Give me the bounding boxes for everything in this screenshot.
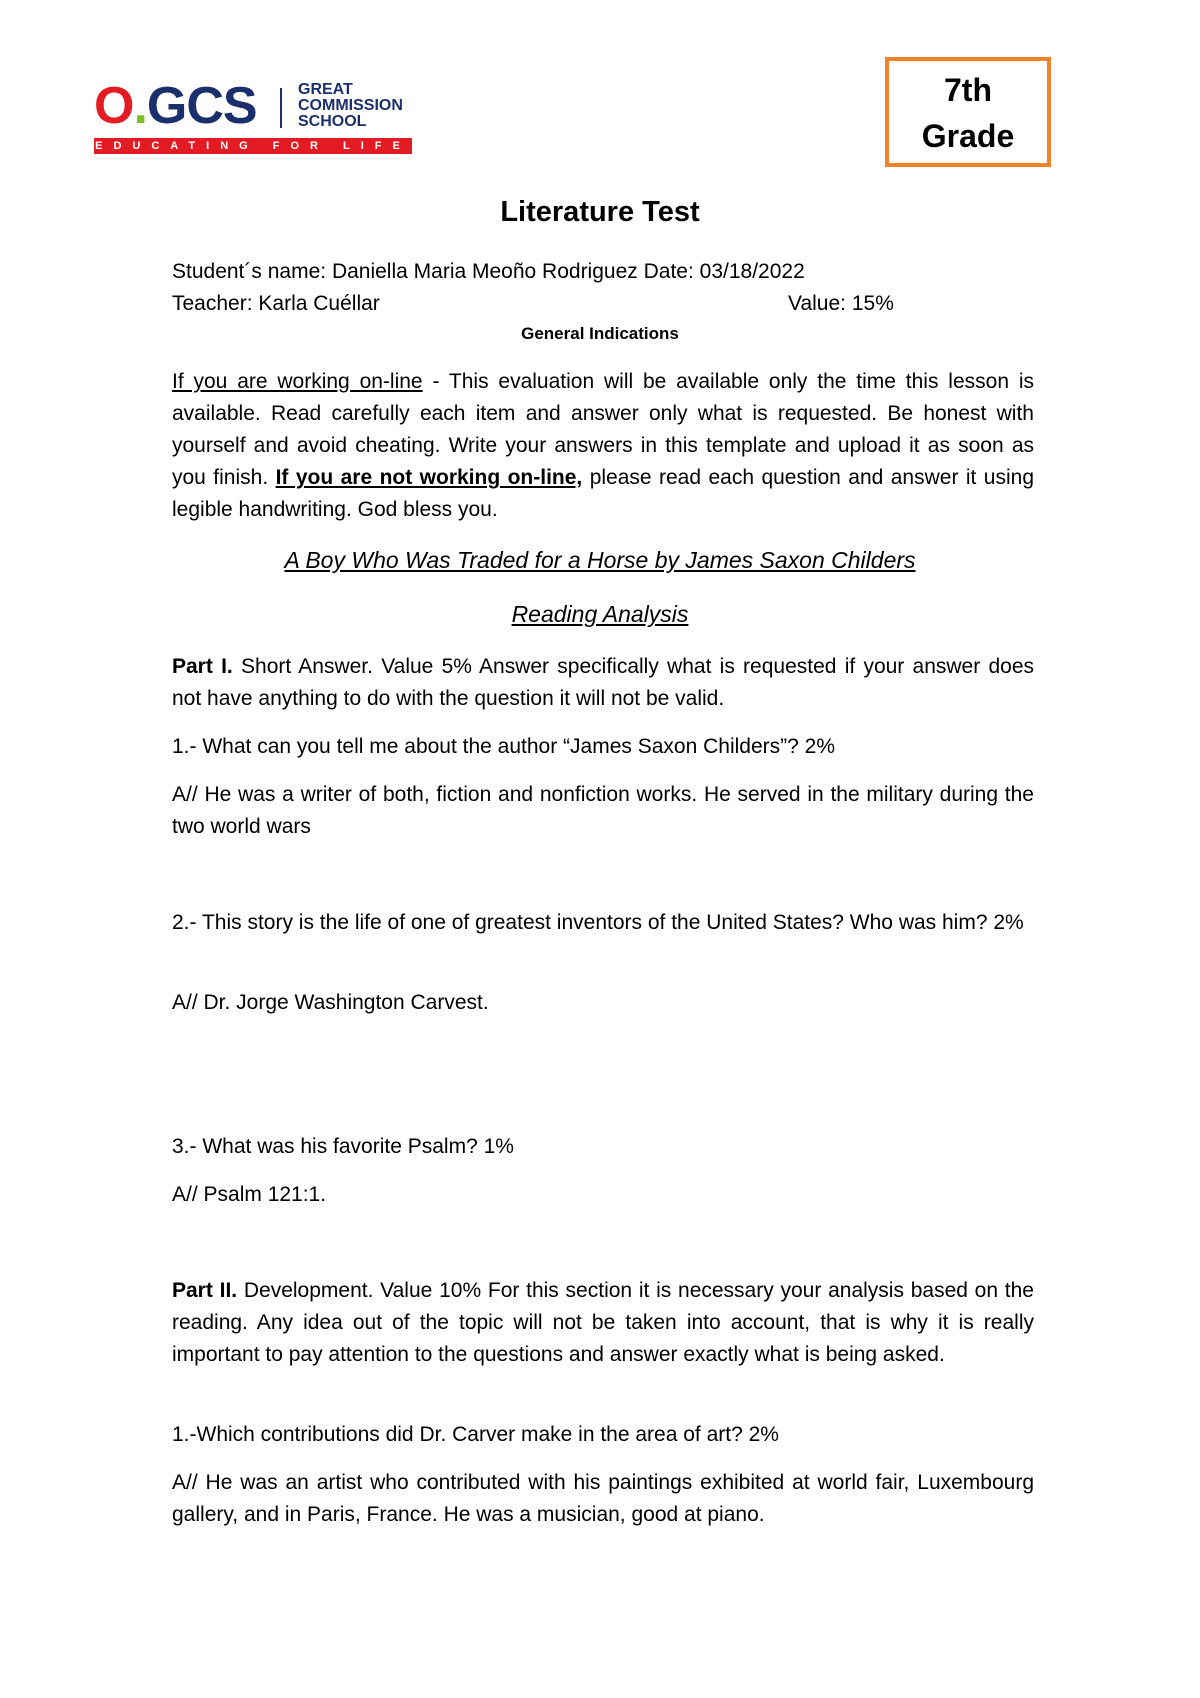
online-text: - This evaluation will be available only the time this lesson is available. Read carefully each item and answer only what is requested. Be honest with yourself and avoid cheating. Write your answers in this template and upload it as soon as you finish. — [172, 370, 1035, 489]
value-line — [788, 291, 894, 317]
offline-label: If you are not working on-line, — [275, 466, 583, 489]
logo-tagline: EDUCATING FOR LIFE — [95, 140, 411, 152]
logo-divider — [280, 88, 282, 128]
school-logo — [94, 78, 414, 156]
part1-question-3: 3.- What was his favorite Psalm? 1% — [172, 1135, 514, 1158]
grade-box — [885, 57, 1051, 167]
date-label: Date: — [643, 260, 694, 283]
part2-answer-1: A// He was an artist who contributed with his paintings exhibited at world fair, Luxembourg gallery, and in Paris, France. He was a musician, good at piano. — [172, 1471, 1034, 1526]
logo-school-name: GREAT COMMISSION SCHOOL — [298, 81, 403, 130]
student-name: Daniella Maria Meoño Rodriguez — [331, 260, 638, 283]
general-indications-heading: General Indications — [521, 324, 679, 343]
part1-label: Part I. — [172, 655, 233, 678]
part1-answer-1: A// He was a writer of both, fiction and nonfiction works. He served in the military during the two world wars — [172, 783, 1034, 838]
part2-label: Part II. — [172, 1279, 238, 1302]
teacher-name: Karla Cuéllar — [258, 292, 380, 315]
page-title: Literature Test — [500, 196, 700, 228]
part1-answer-3: A// Psalm 121:1. — [172, 1183, 327, 1206]
student-label: Student´s name: — [172, 260, 327, 283]
indications-paragraph — [172, 366, 1034, 526]
part2-instructions — [172, 1275, 1034, 1371]
logo-brand: O.GCS — [94, 77, 257, 135]
part1-instructions — [172, 651, 1034, 715]
part1-question-2: 2.- This story is the life of one of greatest inventors of the United States? Who was him? 2% — [172, 911, 1024, 934]
part1-question-1: 1.- What can you tell me about the author “James Saxon Childers”? 2% — [172, 735, 835, 758]
part2-text: Development. Value 10% For this section it is necessary your analysis based on the reading. Any idea out of the topic will not be taken into account, that is why it is really important to pay attention to the questions and answer exactly what is being asked. — [172, 1279, 1034, 1366]
student-line — [172, 259, 805, 285]
grade-label: Grade — [921, 118, 1015, 154]
offline-text: please read each question and answer it using legible handwriting. God bless you. — [172, 466, 1035, 521]
date-value: 03/18/2022 — [699, 260, 805, 283]
part2-question-1: 1.-Which contributions did Dr. Carver make in the area of art? 2% — [172, 1423, 779, 1446]
online-label: If you are working on-line — [172, 370, 423, 393]
part1-text: Short Answer. Value 5% Answer specifically what is requested if your answer does not have anything to do with the question it will not be valid. — [172, 655, 1034, 710]
grade-number: 7th — [944, 72, 992, 108]
section-title: Reading Analysis — [511, 601, 689, 627]
value-percent: 15% — [851, 292, 894, 315]
value-label: Value: — [788, 292, 846, 315]
story-title: A Boy Who Was Traded for a Horse by James Saxon Childers — [284, 547, 916, 573]
part1-answer-2: A// Dr. Jorge Washington Carvest. — [172, 991, 489, 1014]
teacher-line — [172, 291, 380, 317]
teacher-label: Teacher: — [172, 292, 253, 315]
